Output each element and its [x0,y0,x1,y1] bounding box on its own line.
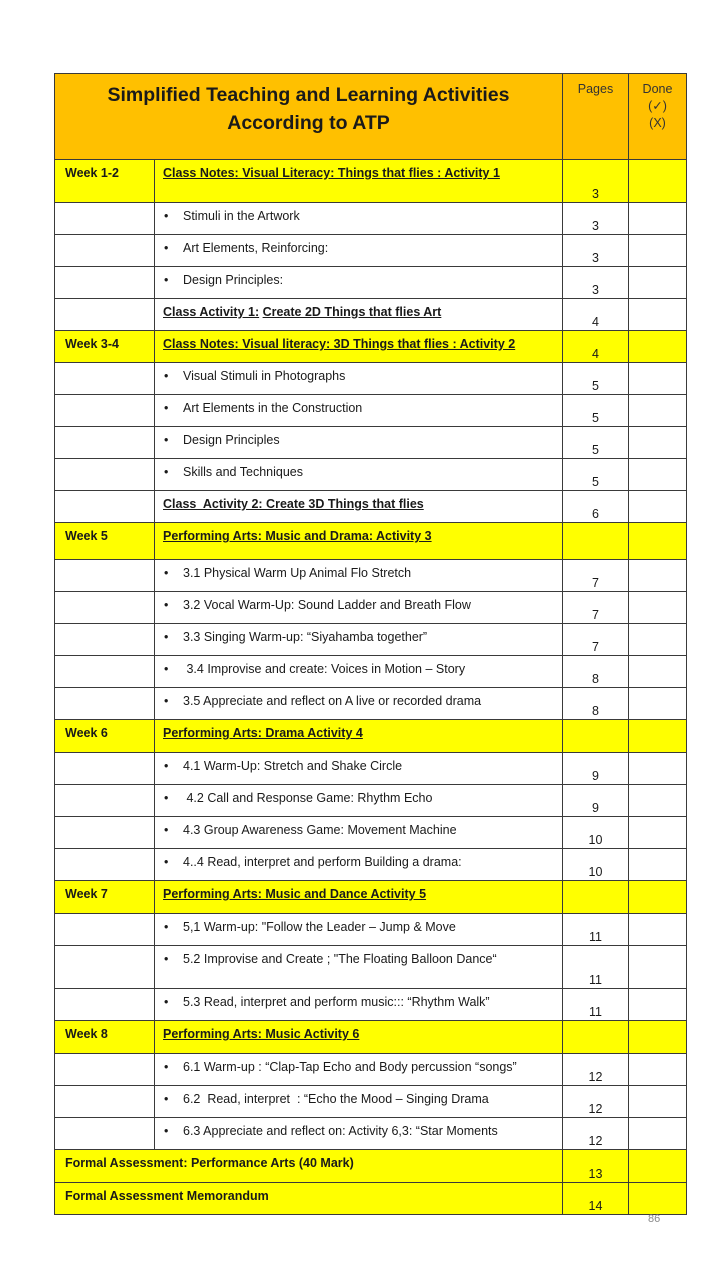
pages-label: Pages [577,82,614,96]
activity-item-text: Design Principles [183,433,280,447]
done-checkbox-cell[interactable] [629,331,687,363]
page-number-value: 9 [592,769,599,783]
activity-item-text: Art Elements, Reinforcing: [183,241,329,255]
page-number-value: 5 [592,443,599,457]
bullet-icon: • [164,694,169,708]
activity-item-cell [155,235,563,267]
activity-item-row [55,1054,687,1086]
done-checkbox-cell[interactable] [629,1021,687,1054]
page-cell [563,688,629,720]
done-checkbox-cell[interactable] [629,523,687,560]
activity-item-cell [155,1086,563,1118]
activity-item-row [55,914,687,946]
activity-item-text: 6.1 Warm-up : “Clap-Tap Echo and Body percussion “songs” [183,1060,517,1074]
activity-item-row [55,592,687,624]
bullet-icon: • [164,566,169,580]
page-cell [563,946,629,989]
page-number-value: 12 [588,1102,603,1116]
page-number-value: 9 [592,801,599,815]
page-cell [563,1118,629,1150]
empty-week-cell [55,1118,155,1150]
week-topic: Performing Arts: Music and Dance Activity 5 [163,887,427,901]
activity-item-cell [155,560,563,592]
empty-week-cell [55,785,155,817]
page-cell [563,1150,629,1183]
done-checkbox-cell[interactable] [629,753,687,785]
activity-item-row [55,1086,687,1118]
activity-item-text: 3.4 Improvise and create: Voices in Motion – Story [183,662,466,676]
activity-item-text: Design Principles: [183,273,284,287]
done-checkbox-cell[interactable] [629,785,687,817]
week-topic: Class Notes: Visual Literacy: Things that flies : Activity 1 [163,166,500,180]
activity-item-text: 4.1 Warm-Up: Stretch and Shake Circle [183,759,403,773]
page-number-value: 3 [592,219,599,233]
class-activity-row [55,299,687,331]
table-title [55,74,563,160]
page-number-value: 5 [592,475,599,489]
activity-item-cell [155,624,563,656]
activity-item-text: 4..4 Read, interpret and perform Building a drama: [183,855,462,869]
done-checkbox-cell[interactable] [629,1054,687,1086]
activity-item-row [55,946,687,989]
empty-week-cell [55,989,155,1021]
bullet-icon: • [164,209,169,223]
activity-item-row [55,656,687,688]
done-checkbox-cell[interactable] [629,817,687,849]
activity-item-text: 4.2 Call and Response Game: Rhythm Echo [183,791,433,805]
class-activity-row [55,491,687,523]
page-number-value: 12 [588,1070,603,1084]
page-cell [563,1183,629,1215]
activity-item-cell [155,656,563,688]
empty-week-cell [55,491,155,523]
page-number-value: 14 [588,1199,603,1213]
activity-item-cell [155,459,563,491]
empty-week-cell [55,817,155,849]
activity-item-row [55,267,687,299]
activity-item-row [55,560,687,592]
week-topic-cell [155,881,563,914]
week-label: Week 3-4 [55,331,155,363]
page-number-value: 10 [588,833,603,847]
pages-header [563,74,629,160]
page-cell [563,1086,629,1118]
done-checkbox-cell[interactable] [629,395,687,427]
page-cell [563,160,629,203]
page-cell [563,299,629,331]
page-number-value: 8 [592,672,599,686]
activity-item-cell [155,363,563,395]
week-label: Week 7 [55,881,155,914]
activity-item-text: 3.1 Physical Warm Up Animal Flo Stretch [183,566,412,580]
page-cell [563,523,629,560]
empty-week-cell [55,914,155,946]
class-activity-cell [155,491,563,523]
page-number-value: 12 [588,1134,603,1148]
activity-item-cell [155,395,563,427]
class-activity-cell [155,299,563,331]
empty-week-cell [55,560,155,592]
activity-item-row [55,989,687,1021]
page-cell [563,1054,629,1086]
page-number-value: 11 [589,1005,602,1019]
page-number-value: 7 [592,640,599,654]
activity-item-text: Stimuli in the Artwork [183,209,300,223]
done-checkbox-cell[interactable] [629,1118,687,1150]
activity-item-text: 6.3 Appreciate and reflect on: Activity 6,3: “Star Moments [183,1124,498,1138]
page-number-value: 11 [589,930,602,944]
table-header-row [55,74,687,160]
assessment-row [55,1150,687,1183]
empty-week-cell [55,427,155,459]
activity-item-text: 5,1 Warm-up: "Follow the Leader – Jump & Move [183,920,456,934]
week-topic: Performing Arts: Music and Drama: Activity 3 [163,529,432,543]
page-cell [563,720,629,753]
week-label: Week 5 [55,523,155,560]
empty-week-cell [55,1054,155,1086]
page-cell [563,753,629,785]
week-topic-cell [155,331,563,363]
title-line-1: Simplified Teaching and Learning Activities [107,84,510,106]
activity-item-row [55,817,687,849]
week-topic: Performing Arts: Drama Activity 4 [163,726,363,740]
page-cell [563,656,629,688]
empty-week-cell [55,592,155,624]
activity-item-text: 6.2 Read, interpret : “Echo the Mood – Singing Drama [183,1092,489,1106]
activity-item-cell [155,1054,563,1086]
page-number-value: 5 [592,379,599,393]
activity-item-cell [155,817,563,849]
done-checkbox-cell[interactable] [629,688,687,720]
activity-item-row [55,235,687,267]
empty-week-cell [55,363,155,395]
bullet-icon: • [164,273,169,287]
page-cell [563,849,629,881]
done-checkbox-cell[interactable] [629,427,687,459]
page-cell [563,491,629,523]
empty-week-cell [55,688,155,720]
page-number-value: 11 [589,973,602,987]
activity-item-row [55,849,687,881]
page-number-value: 3 [592,283,599,297]
activity-item-row [55,785,687,817]
done-checkbox-cell[interactable] [629,881,687,914]
page-cell [563,785,629,817]
done-checkbox-cell[interactable] [629,592,687,624]
page-cell [563,427,629,459]
page-number-value: 4 [592,347,599,361]
activity-item-cell [155,688,563,720]
done-checkbox-cell[interactable] [629,363,687,395]
page-cell [563,395,629,427]
page-cell [563,267,629,299]
bullet-icon: • [164,952,169,966]
page-cell [563,1021,629,1054]
page-cell [563,817,629,849]
done-checkbox-cell[interactable] [629,160,687,203]
week-header-row [55,331,687,363]
activity-item-text: 5.2 Improvise and Create ; "The Floating Balloon Dance“ [183,952,497,966]
activity-item-cell [155,946,563,989]
bullet-icon: • [164,759,169,773]
activity-item-row [55,459,687,491]
week-label: Week 1-2 [55,160,155,203]
week-topic-cell [155,160,563,203]
empty-week-cell [55,946,155,989]
empty-week-cell [55,299,155,331]
week-label: Week 8 [55,1021,155,1054]
activity-item-cell [155,989,563,1021]
activity-item-cell [155,1118,563,1150]
page-cell [563,363,629,395]
bullet-icon: • [164,369,169,383]
activity-item-cell [155,427,563,459]
done-checkbox-cell[interactable] [629,203,687,235]
bullet-icon: • [164,1124,169,1138]
page-cell [563,331,629,363]
bullet-icon: • [164,598,169,612]
done-checkbox-cell[interactable] [629,1150,687,1183]
activity-item-row [55,753,687,785]
empty-week-cell [55,203,155,235]
bullet-icon: • [164,433,169,447]
activity-item-text: 4.3 Group Awareness Game: Movement Machine [183,823,457,837]
week-topic: Class Notes: Visual literacy: 3D Things that flies : Activity 2 [163,337,516,351]
page-cell [563,914,629,946]
done-header [629,74,687,160]
class-activity-label: Class Activity 1: [163,305,260,319]
page-cell [563,592,629,624]
page-number-value: 7 [592,608,599,622]
week-header-row [55,523,687,560]
done-checkbox-cell[interactable] [629,1086,687,1118]
activity-item-cell [155,914,563,946]
week-topic: Performing Arts: Music Activity 6 [163,1027,360,1041]
bullet-icon: • [164,465,169,479]
page-cell [563,235,629,267]
activity-item-row [55,1118,687,1150]
page-number-value: 7 [592,576,599,590]
activity-item-text: Visual Stimuli in Photographs [183,369,346,383]
empty-week-cell [55,459,155,491]
empty-week-cell [55,395,155,427]
done-checkbox-cell[interactable] [629,459,687,491]
bullet-icon: • [164,791,169,805]
done-checkbox-cell[interactable] [629,560,687,592]
bullet-icon: • [164,1092,169,1106]
week-topic-cell [155,523,563,560]
done-checkbox-cell[interactable] [629,914,687,946]
activity-item-text: Art Elements in the Construction [183,401,363,415]
page-number-value: 3 [592,251,599,265]
page-cell [563,989,629,1021]
bullet-icon: • [164,855,169,869]
done-checkbox-cell[interactable] [629,849,687,881]
activity-item-text: 3.3 Singing Warm-up: “Siyahamba together” [183,630,428,644]
week-header-row [55,720,687,753]
empty-week-cell [55,267,155,299]
done-checkbox-cell[interactable] [629,946,687,989]
done-checkbox-cell[interactable] [629,299,687,331]
atp-activities-table [54,73,687,1215]
bullet-icon: • [164,630,169,644]
page-cell [563,203,629,235]
activity-item-text: 3.5 Appreciate and reflect on A live or recorded drama [183,694,482,708]
activity-item-row [55,363,687,395]
bullet-icon: • [164,920,169,934]
activity-item-cell [155,592,563,624]
page-number-value: 6 [592,507,599,521]
activity-item-text: 3.2 Vocal Warm-Up: Sound Ladder and Breath Flow [183,598,471,612]
page-number-value: 5 [592,411,599,425]
done-checkbox-cell[interactable] [629,624,687,656]
activity-item-text: Skills and Techniques [183,465,303,479]
done-checkbox-cell[interactable] [629,1183,687,1215]
empty-week-cell [55,849,155,881]
activity-item-cell [155,267,563,299]
done-checkbox-cell[interactable] [629,720,687,753]
page-number-value: 13 [588,1167,603,1181]
page-cell [563,459,629,491]
week-header-row [55,1021,687,1054]
done-checkbox-cell[interactable] [629,267,687,299]
bullet-icon: • [164,662,169,676]
activity-item-row [55,427,687,459]
activity-item-row [55,624,687,656]
empty-week-cell [55,624,155,656]
bullet-icon: • [164,241,169,255]
x-mark-label: (X) [649,116,666,130]
done-checkbox-cell[interactable] [629,491,687,523]
assessment-label: Formal Assessment: Performance Arts (40 Mark) [55,1150,563,1183]
done-label: Done [642,82,673,96]
activity-item-cell [155,203,563,235]
week-header-row [55,881,687,914]
bullet-icon: • [164,401,169,415]
page-number-value: 8 [592,704,599,718]
empty-week-cell [55,656,155,688]
page-cell [563,560,629,592]
done-checkbox-cell[interactable] [629,656,687,688]
checkmark-icon: (✓) [648,99,667,113]
activity-item-cell [155,785,563,817]
class-activity-title: Class Activity 2: Create 3D Things that flies [163,497,424,511]
activity-item-row [55,688,687,720]
page-number: 86 [648,1213,661,1225]
title-line-2: According to ATP [227,112,390,134]
activity-item-row [55,203,687,235]
done-checkbox-cell[interactable] [629,989,687,1021]
empty-week-cell [55,235,155,267]
page-cell [563,881,629,914]
bullet-icon: • [164,1060,169,1074]
activity-item-cell [155,849,563,881]
activity-item-text: 5.3 Read, interpret and perform music::: “Rhythm Walk” [183,995,490,1009]
activity-item-row [55,395,687,427]
done-checkbox-cell[interactable] [629,235,687,267]
activity-item-cell [155,753,563,785]
week-label: Week 6 [55,720,155,753]
page-cell [563,624,629,656]
page-number-value: 10 [588,865,603,879]
assessment-row [55,1183,687,1215]
week-topic-cell [155,1021,563,1054]
bullet-icon: • [164,995,169,1009]
empty-week-cell [55,1086,155,1118]
empty-week-cell [55,753,155,785]
page-number-value: 3 [592,187,599,201]
assessment-label: Formal Assessment Memorandum [55,1183,563,1215]
week-topic-cell [155,720,563,753]
bullet-icon: • [164,823,169,837]
week-header-row [55,160,687,203]
page-number-value: 4 [592,315,599,329]
class-activity-title: Create 2D Things that flies Art [262,305,442,319]
